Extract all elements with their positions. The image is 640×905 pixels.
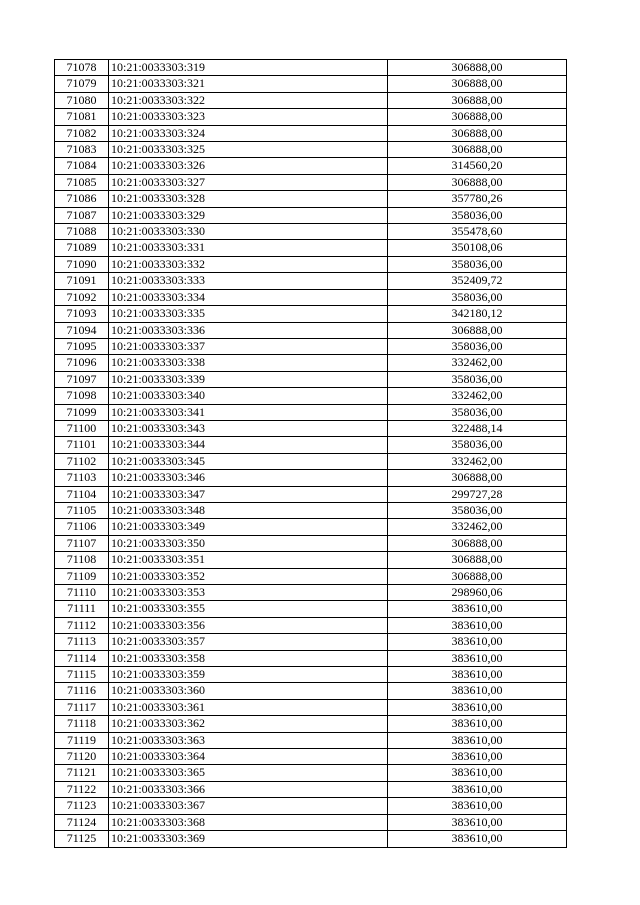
cadastral-number-cell: 10:21:0033303:358 (109, 650, 388, 666)
row-number-cell: 71104 (55, 486, 109, 502)
cadastral-value-cell: 383610,00 (388, 601, 567, 617)
row-number-cell: 71123 (55, 798, 109, 814)
row-number-cell: 71118 (55, 716, 109, 732)
cadastral-number-cell: 10:21:0033303:369 (109, 831, 388, 847)
cadastral-number-cell: 10:21:0033303:337 (109, 338, 388, 354)
cadastral-value-cell: 357780,26 (388, 191, 567, 207)
table-row (55, 388, 567, 404)
table-row (55, 273, 567, 289)
row-number-cell: 71107 (55, 535, 109, 551)
cadastral-value-cell: 358036,00 (388, 437, 567, 453)
table-row (55, 535, 567, 551)
cadastral-value-cell: 322488,14 (388, 420, 567, 436)
row-number-cell: 71094 (55, 322, 109, 338)
table-row (55, 322, 567, 338)
row-number-cell: 71083 (55, 142, 109, 158)
cadastral-value-cell: 383610,00 (388, 683, 567, 699)
cadastral-value-cell: 383610,00 (388, 781, 567, 797)
row-number-cell: 71085 (55, 174, 109, 190)
row-number-cell: 71084 (55, 158, 109, 174)
row-number-cell: 71100 (55, 420, 109, 436)
row-number-cell: 71080 (55, 92, 109, 108)
row-number-cell: 71109 (55, 568, 109, 584)
cadastral-value-cell: 342180,12 (388, 306, 567, 322)
table-row (55, 142, 567, 158)
row-number-cell: 71079 (55, 76, 109, 92)
cadastral-number-cell: 10:21:0033303:353 (109, 585, 388, 601)
cadastral-value-cell: 358036,00 (388, 338, 567, 354)
cadastral-value-cell: 306888,00 (388, 568, 567, 584)
cadastral-value-cell: 306888,00 (388, 470, 567, 486)
table-row (55, 453, 567, 469)
cadastral-value-cell: 383610,00 (388, 798, 567, 814)
table-row (55, 798, 567, 814)
cadastral-number-cell: 10:21:0033303:365 (109, 765, 388, 781)
row-number-cell: 71102 (55, 453, 109, 469)
table-row (55, 617, 567, 633)
row-number-cell: 71092 (55, 289, 109, 305)
cadastral-number-cell: 10:21:0033303:366 (109, 781, 388, 797)
table-row (55, 306, 567, 322)
cadastral-number-cell: 10:21:0033303:361 (109, 699, 388, 715)
cadastral-number-cell: 10:21:0033303:335 (109, 306, 388, 322)
cadastral-value-cell: 383610,00 (388, 732, 567, 748)
table-row (55, 158, 567, 174)
cadastral-number-cell: 10:21:0033303:346 (109, 470, 388, 486)
cadastral-number-cell: 10:21:0033303:333 (109, 273, 388, 289)
cadastral-value-cell: 306888,00 (388, 92, 567, 108)
table-row (55, 224, 567, 240)
cadastral-number-cell: 10:21:0033303:343 (109, 420, 388, 436)
cadastral-value-cell: 332462,00 (388, 519, 567, 535)
cadastral-number-cell: 10:21:0033303:323 (109, 109, 388, 125)
cadastral-value-cell: 383610,00 (388, 617, 567, 633)
cadastral-number-cell: 10:21:0033303:338 (109, 355, 388, 371)
row-number-cell: 71078 (55, 60, 109, 76)
cadastral-value-table (54, 59, 567, 848)
cadastral-value-cell: 358036,00 (388, 256, 567, 272)
row-number-cell: 71116 (55, 683, 109, 699)
row-number-cell: 71115 (55, 667, 109, 683)
row-number-cell: 71088 (55, 224, 109, 240)
table-row (55, 765, 567, 781)
cadastral-number-cell: 10:21:0033303:326 (109, 158, 388, 174)
table-row (55, 240, 567, 256)
table-row (55, 585, 567, 601)
cadastral-number-cell: 10:21:0033303:359 (109, 667, 388, 683)
cadastral-value-cell: 383610,00 (388, 716, 567, 732)
table-row (55, 404, 567, 420)
row-number-cell: 71096 (55, 355, 109, 371)
cadastral-value-cell: 306888,00 (388, 76, 567, 92)
table-row (55, 601, 567, 617)
row-number-cell: 71103 (55, 470, 109, 486)
row-number-cell: 71120 (55, 749, 109, 765)
cadastral-value-cell: 383610,00 (388, 699, 567, 715)
cadastral-number-cell: 10:21:0033303:340 (109, 388, 388, 404)
table-row (55, 486, 567, 502)
cadastral-number-cell: 10:21:0033303:349 (109, 519, 388, 535)
cadastral-value-cell: 332462,00 (388, 453, 567, 469)
table-row (55, 749, 567, 765)
cadastral-value-cell: 332462,00 (388, 355, 567, 371)
table-row (55, 355, 567, 371)
cadastral-number-cell: 10:21:0033303:339 (109, 371, 388, 387)
row-number-cell: 71098 (55, 388, 109, 404)
cadastral-number-cell: 10:21:0033303:329 (109, 207, 388, 223)
table-row (55, 814, 567, 830)
table-row (55, 683, 567, 699)
table-row (55, 76, 567, 92)
table-row (55, 470, 567, 486)
table-row (55, 650, 567, 666)
table-row (55, 174, 567, 190)
cadastral-number-cell: 10:21:0033303:319 (109, 60, 388, 76)
cadastral-value-cell: 358036,00 (388, 404, 567, 420)
row-number-cell: 71105 (55, 502, 109, 518)
cadastral-value-cell: 299727,28 (388, 486, 567, 502)
cadastral-number-cell: 10:21:0033303:356 (109, 617, 388, 633)
cadastral-number-cell: 10:21:0033303:345 (109, 453, 388, 469)
table-row (55, 92, 567, 108)
cadastral-number-cell: 10:21:0033303:325 (109, 142, 388, 158)
row-number-cell: 71125 (55, 831, 109, 847)
table-row (55, 716, 567, 732)
cadastral-number-cell: 10:21:0033303:328 (109, 191, 388, 207)
cadastral-number-cell: 10:21:0033303:331 (109, 240, 388, 256)
row-number-cell: 71119 (55, 732, 109, 748)
cadastral-value-cell: 350108,06 (388, 240, 567, 256)
cadastral-number-cell: 10:21:0033303:341 (109, 404, 388, 420)
cadastral-value-cell: 306888,00 (388, 322, 567, 338)
row-number-cell: 71082 (55, 125, 109, 141)
table-row (55, 289, 567, 305)
row-number-cell: 71108 (55, 552, 109, 568)
table-row (55, 256, 567, 272)
cadastral-value-cell: 306888,00 (388, 142, 567, 158)
table-row (55, 831, 567, 847)
cadastral-number-cell: 10:21:0033303:332 (109, 256, 388, 272)
cadastral-number-cell: 10:21:0033303:322 (109, 92, 388, 108)
cadastral-value-cell: 355478,60 (388, 224, 567, 240)
cadastral-value-cell: 383610,00 (388, 634, 567, 650)
row-number-cell: 71113 (55, 634, 109, 650)
cadastral-value-cell: 306888,00 (388, 535, 567, 551)
cadastral-number-cell: 10:21:0033303:367 (109, 798, 388, 814)
row-number-cell: 71124 (55, 814, 109, 830)
table-row (55, 568, 567, 584)
cadastral-number-cell: 10:21:0033303:321 (109, 76, 388, 92)
table-row (55, 667, 567, 683)
cadastral-value-cell: 306888,00 (388, 174, 567, 190)
cadastral-value-cell: 306888,00 (388, 552, 567, 568)
cadastral-number-cell: 10:21:0033303:330 (109, 224, 388, 240)
cadastral-value-cell: 352409,72 (388, 273, 567, 289)
cadastral-value-cell: 358036,00 (388, 502, 567, 518)
row-number-cell: 71111 (55, 601, 109, 617)
row-number-cell: 71122 (55, 781, 109, 797)
cadastral-number-cell: 10:21:0033303:350 (109, 535, 388, 551)
row-number-cell: 71114 (55, 650, 109, 666)
cadastral-value-cell: 358036,00 (388, 207, 567, 223)
table-row (55, 552, 567, 568)
row-number-cell: 71089 (55, 240, 109, 256)
cadastral-number-cell: 10:21:0033303:363 (109, 732, 388, 748)
cadastral-number-cell: 10:21:0033303:352 (109, 568, 388, 584)
table-row (55, 338, 567, 354)
cadastral-value-cell: 298960,06 (388, 585, 567, 601)
table-row (55, 634, 567, 650)
table-row (55, 437, 567, 453)
row-number-cell: 71093 (55, 306, 109, 322)
cadastral-value-cell: 383610,00 (388, 831, 567, 847)
cadastral-value-cell: 332462,00 (388, 388, 567, 404)
cadastral-number-cell: 10:21:0033303:364 (109, 749, 388, 765)
table-row (55, 781, 567, 797)
table-row (55, 191, 567, 207)
table-row (55, 502, 567, 518)
row-number-cell: 71081 (55, 109, 109, 125)
table-row (55, 125, 567, 141)
cadastral-number-cell: 10:21:0033303:327 (109, 174, 388, 190)
row-number-cell: 71117 (55, 699, 109, 715)
cadastral-number-cell: 10:21:0033303:334 (109, 289, 388, 305)
row-number-cell: 71095 (55, 338, 109, 354)
cadastral-number-cell: 10:21:0033303:357 (109, 634, 388, 650)
row-number-cell: 71091 (55, 273, 109, 289)
row-number-cell: 71086 (55, 191, 109, 207)
table-body (55, 60, 567, 848)
row-number-cell: 71090 (55, 256, 109, 272)
cadastral-value-cell: 383610,00 (388, 765, 567, 781)
cadastral-value-cell: 314560,20 (388, 158, 567, 174)
row-number-cell: 71097 (55, 371, 109, 387)
cadastral-number-cell: 10:21:0033303:344 (109, 437, 388, 453)
document-page (54, 59, 567, 848)
table-row (55, 60, 567, 76)
row-number-cell: 71112 (55, 617, 109, 633)
cadastral-value-cell: 383610,00 (388, 814, 567, 830)
cadastral-number-cell: 10:21:0033303:348 (109, 502, 388, 518)
table-row (55, 732, 567, 748)
table-row (55, 207, 567, 223)
cadastral-value-cell: 306888,00 (388, 125, 567, 141)
cadastral-number-cell: 10:21:0033303:324 (109, 125, 388, 141)
cadastral-number-cell: 10:21:0033303:368 (109, 814, 388, 830)
cadastral-value-cell: 306888,00 (388, 60, 567, 76)
cadastral-value-cell: 358036,00 (388, 371, 567, 387)
cadastral-value-cell: 383610,00 (388, 650, 567, 666)
table-row (55, 519, 567, 535)
table-row (55, 371, 567, 387)
cadastral-value-cell: 306888,00 (388, 109, 567, 125)
cadastral-value-cell: 383610,00 (388, 667, 567, 683)
cadastral-number-cell: 10:21:0033303:347 (109, 486, 388, 502)
row-number-cell: 71101 (55, 437, 109, 453)
cadastral-number-cell: 10:21:0033303:355 (109, 601, 388, 617)
row-number-cell: 71110 (55, 585, 109, 601)
table-row (55, 699, 567, 715)
table-row (55, 109, 567, 125)
cadastral-value-cell: 358036,00 (388, 289, 567, 305)
row-number-cell: 71087 (55, 207, 109, 223)
cadastral-number-cell: 10:21:0033303:351 (109, 552, 388, 568)
cadastral-number-cell: 10:21:0033303:360 (109, 683, 388, 699)
cadastral-value-cell: 383610,00 (388, 749, 567, 765)
row-number-cell: 71121 (55, 765, 109, 781)
table-row (55, 420, 567, 436)
row-number-cell: 71106 (55, 519, 109, 535)
row-number-cell: 71099 (55, 404, 109, 420)
cadastral-number-cell: 10:21:0033303:362 (109, 716, 388, 732)
cadastral-number-cell: 10:21:0033303:336 (109, 322, 388, 338)
